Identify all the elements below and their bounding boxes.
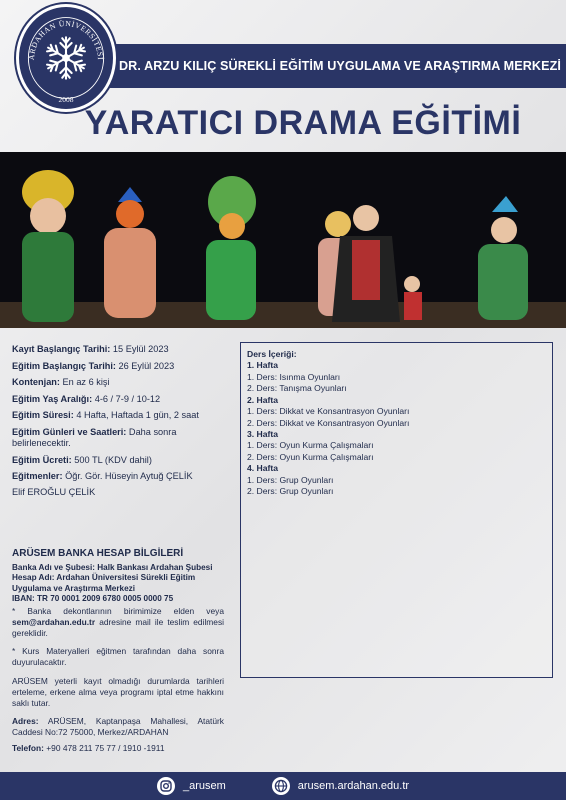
- fee: [12, 455, 234, 467]
- course-title: YARATICI DRAMA EĞİTİMİ: [84, 104, 522, 142]
- instagram-handle: _arusem: [182, 780, 226, 792]
- globe-icon: [272, 777, 290, 795]
- course-content-box: [240, 342, 553, 678]
- instructors: [12, 471, 234, 483]
- fee-value: 500 TL (KDV dahil): [71, 454, 152, 465]
- note-receipt-text-a: * Banka dekontlarının birimimize elden veya: [12, 606, 224, 616]
- course-info: [12, 344, 234, 503]
- phone-label: Telefon:: [12, 743, 44, 753]
- drama-stage-photo: [0, 152, 566, 328]
- week-label: 3. Hafta: [247, 428, 279, 439]
- week-label: 1. Hafta: [247, 360, 279, 371]
- quota-label: Kontenjan:: [12, 377, 60, 387]
- instagram-link[interactable]: [157, 777, 226, 795]
- address-label: Adres:: [12, 716, 39, 726]
- bank-name: Banka Adı ve Şubesi: Halk Bankası Ardahan Şubesi: [12, 563, 213, 572]
- note-materials: * Kurs Materyalleri eğitmen tarafından daha sonra duyurulacaktır.: [12, 646, 224, 667]
- training-start: [12, 361, 234, 373]
- lesson-item: 1. Ders: Isınma Oyunları: [247, 371, 341, 382]
- training-start-label: Eğitim Başlangıç Tarihi:: [12, 360, 116, 371]
- training-start-value: 26 Eylül 2023: [115, 360, 175, 371]
- instructors-label: Eğitmenler:: [12, 471, 63, 481]
- contact-email-link[interactable]: sem@ardahan.edu.tr: [12, 616, 96, 627]
- schedule-value: Daha sonra belirlenecektir.: [12, 426, 177, 448]
- registration-start-label: Kayıt Başlangıç Tarihi:: [12, 344, 111, 354]
- week-label: 4. Hafta: [247, 463, 279, 474]
- lesson-item: 2. Ders: Tanışma Oyunları: [247, 383, 347, 394]
- week-label: 2. Hafta: [247, 394, 279, 405]
- quota-value: En az 6 kişi: [59, 377, 110, 387]
- note-cancellation: ARÜSEM yeterli kayıt olmadığı durumlarda tarihleri erteleme, erkene alma veya programı iptal etme hakkını saklı tutar.: [12, 676, 224, 708]
- lesson-item: 1. Ders: Dikkat ve Konsantrasyon Oyunları: [247, 406, 410, 417]
- fee-label: Eğitim Ücreti:: [12, 454, 72, 465]
- iban: IBAN: TR 70 0001 2009 6780 0005 0000 75: [12, 593, 174, 603]
- instructors-value: Öğr. Gör. Hüseyin Aytuğ ÇELİK: [62, 471, 193, 481]
- course-content-title: Ders İçeriği:: [247, 349, 297, 359]
- bank-info: [12, 548, 234, 604]
- university-seal-logo: [16, 4, 116, 112]
- registration-start-value: 15 Eylül 2023: [110, 344, 169, 354]
- lesson-item: 1. Ders: Grup Oyunları: [247, 474, 334, 485]
- duration: [12, 410, 234, 422]
- website-link[interactable]: [272, 777, 409, 795]
- lesson-item: 1. Ders: Oyun Kurma Çalışmaları: [247, 440, 374, 451]
- schedule: [12, 427, 234, 450]
- header-band: [88, 44, 566, 88]
- instagram-icon: [157, 777, 175, 795]
- note-receipt: [12, 606, 224, 639]
- instructor-2: Elif EROĞLU ÇELİK: [12, 486, 96, 497]
- note-receipt-text-b: adresine mail ile teslim edilmesi gereklidir.: [12, 616, 224, 638]
- age-range-value: 4-6 / 7-9 / 10-12: [92, 393, 161, 404]
- age-range: [12, 394, 234, 406]
- duration-label: Eğitim Süresi:: [12, 410, 74, 420]
- registration-start: [12, 344, 234, 356]
- duration-value: 4 Hafta, Haftada 1 gün, 2 saat: [73, 410, 199, 420]
- lesson-item: 2. Ders: Oyun Kurma Çalışmaları: [247, 451, 374, 462]
- bank-info-title: ARÜSEM BANKA HESAP BİLGİLERİ: [12, 548, 184, 559]
- age-range-label: Eğitim Yaş Aralığı:: [12, 393, 93, 404]
- lesson-item: 2. Ders: Dikkat ve Konsantrasyon Oyunları: [247, 417, 410, 428]
- address: [12, 716, 224, 738]
- center-name: DR. ARZU KILIÇ SÜREKLİ EĞİTİM UYGULAMA VE ARAŞTIRMA MERKEZİ: [118, 59, 561, 73]
- phone: [12, 743, 224, 754]
- website-url: arusem.ardahan.edu.tr: [297, 780, 410, 792]
- footer-bar: [0, 772, 566, 800]
- address-value: ARÜSEM, Kaptanpaşa Mahallesi, Atatürk Caddesi No:72 75000, Merkez/ARDAHAN: [12, 716, 224, 737]
- phone-value: +90 478 211 75 77 / 1910 -1911: [43, 743, 165, 753]
- seal-graphic: [19, 7, 113, 109]
- quota: [12, 377, 234, 389]
- account-name: Hesap Adı: Ardahan Üniversitesi Sürekli Eğitim Uygulama ve Araştırma Merkezi: [12, 573, 196, 593]
- seal-year: 2008: [58, 95, 74, 105]
- seal-arc-text: ARDAHAN ÜNİVERSİTESİ: [26, 18, 105, 61]
- schedule-label: Eğitim Günleri ve Saatleri:: [12, 426, 127, 437]
- lesson-item: 2. Ders: Grup Oyunları: [247, 486, 334, 497]
